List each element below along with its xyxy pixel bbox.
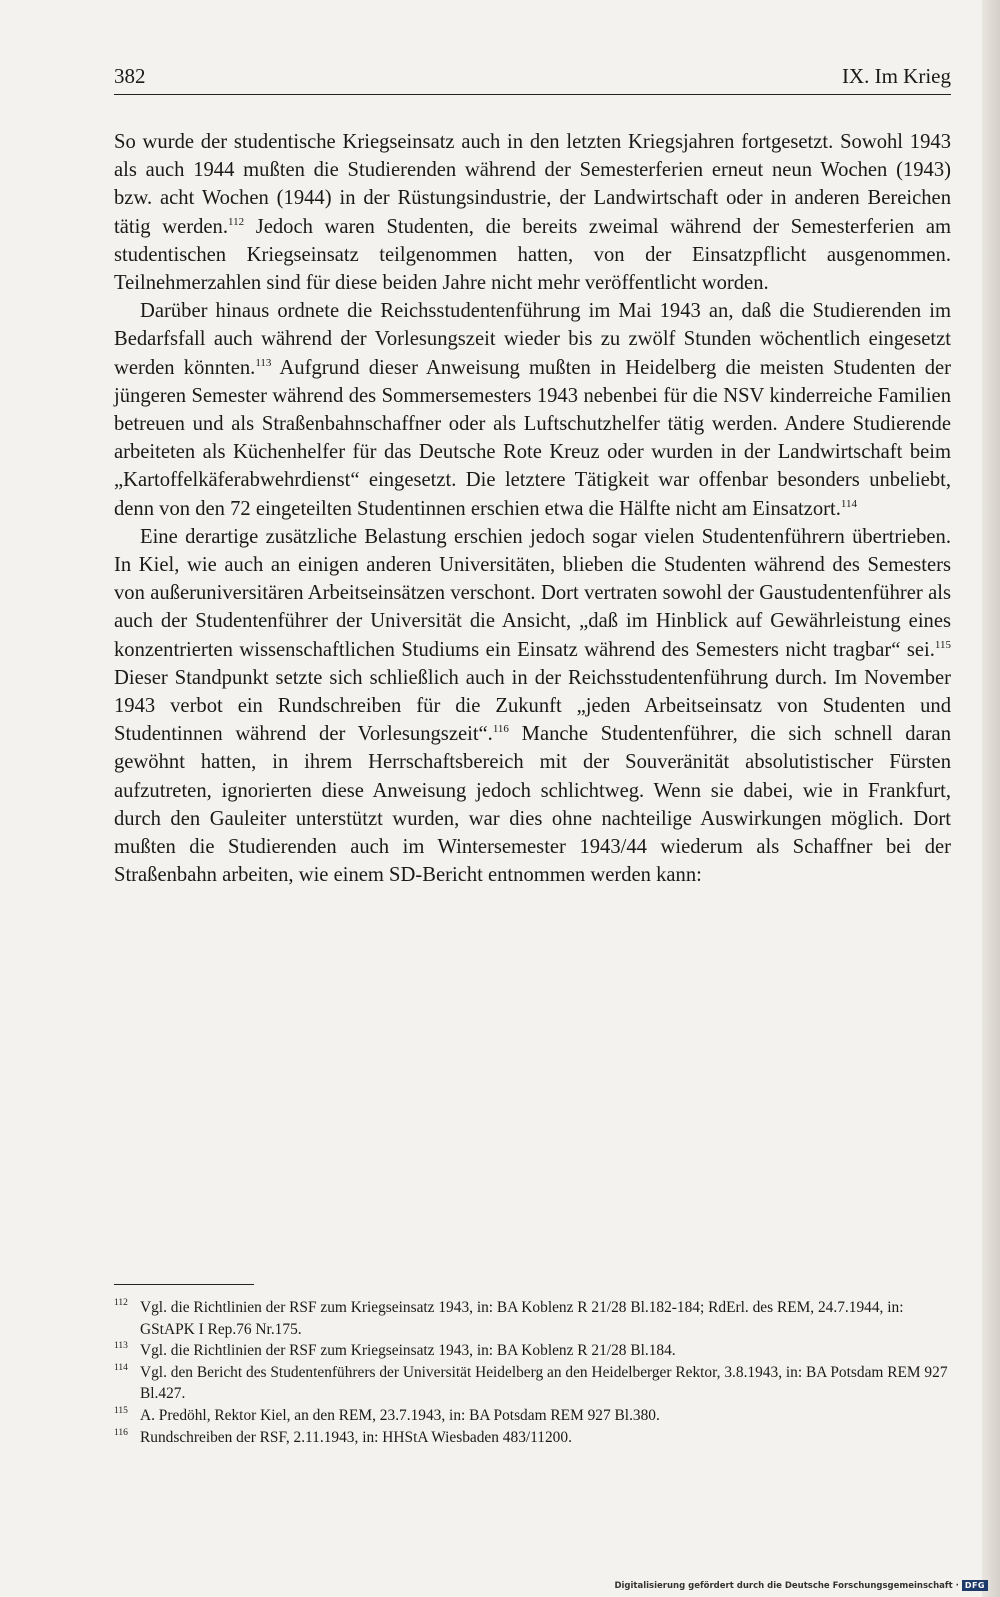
digitization-text: Digitalisierung gefördert durch die Deutsche Forschungsgemeinschaft · [614, 1580, 959, 1591]
footnote-text: A. Predöhl, Rektor Kiel, an den REM, 23.7.1943, in: BA Potsdam REM 927 Bl.380. [140, 1406, 660, 1424]
paragraph-1 [114, 128, 951, 297]
footnote-number: 112 [114, 1298, 128, 1308]
footnote-ref-115: 115 [934, 638, 951, 651]
paragraph-3 [114, 523, 951, 890]
footnote-number: 116 [114, 1427, 128, 1438]
body-text [114, 128, 951, 889]
footnote-text: Rundschreiben der RSF, 2.11.1943, in: HHStA Wiesbaden 483/11200. [140, 1428, 572, 1446]
digitization-note [614, 1580, 988, 1591]
footnote-113 [114, 1340, 951, 1362]
footnote-115 [114, 1405, 951, 1427]
page-header [114, 62, 951, 95]
dfg-logo-icon: DFG [962, 1580, 988, 1591]
page-edge [982, 0, 1000, 1597]
footnote-ref-114: 114 [840, 497, 857, 510]
footnote-116 [114, 1427, 951, 1449]
footnote-text: Vgl. die Richtlinien der RSF zum Kriegseinsatz 1943, in: BA Koblenz R 21/28 Bl.184. [140, 1342, 676, 1360]
footnote-text: Vgl. die Richtlinien der RSF zum Kriegseinsatz 1943, in: BA Koblenz R 21/28 Bl.182-184; RdErl. des REM, 24.7.1944, in: GStAPK I Rep.76 Nr.175. [140, 1299, 904, 1338]
page-number: 382 [114, 64, 146, 88]
footnote-number: 113 [114, 1341, 128, 1352]
paragraph-2 [114, 297, 951, 523]
footnote-ref-112: 112 [227, 215, 245, 228]
paragraph-text: Darüber hinaus ordnete die Reichsstudentenführung im Mai 1943 an, daß die Studierenden im Bedarfsfall auch während der Vorlesungszeit wieder bis zu zwölf Stunden wöchentlich eingesetzt werden könnten. [114, 300, 951, 379]
footnote-ref-116: 116 [492, 723, 509, 736]
footnotes [114, 1297, 951, 1448]
footnote-ref-113: 113 [255, 356, 272, 369]
paragraph-text: Dieser Standpunkt setzte sich schließlich auch in der Reichsstudentenführung durch. Im November 1943 verbot ein Rundschreiben für die Zukunft „jeden Arbeitseinsatz von Studenten und Studentinnen während der Vorlesungszeit“. [114, 666, 951, 746]
paragraph-text: Manche Studentenführer, die sich schnell daran gewöhnt hatten, in ihrem Herrschaftsbereich mit der Souveränität absolutistischer Fürsten aufzutreten, ignorierten diese Anweisung jedoch schlichtweg. Wenn sie dabei, wie in Frankfurt, durch den Gauleiter unterstützt wurden, war dies ohne nachteilige Auswirkungen möglich. Dort mußten die Studierenden auch im Wintersemester 1943/44 wiederum als Schaffner bei der Straßenbahn arbeiten, wie einem SD-Bericht entnommen werden kann: [114, 723, 951, 887]
footnote-112 [114, 1297, 951, 1340]
footnote-number: 115 [114, 1405, 128, 1416]
paragraph-text: So wurde der studentische Kriegseinsatz auch in den letzten Kriegsjahren fortgesetzt. Sowohl 1943 als auch 1944 mußten die Studierenden während der Semesterferien erneut neun Wochen (1943) bzw. acht Wochen (1944) in der Rüstungsindustrie, der Landwirtschaft oder in anderen Bereichen tätig werden. [114, 131, 951, 238]
footnote-divider [114, 1284, 254, 1285]
running-head: IX. Im Krieg [841, 64, 951, 88]
paragraph-text: Aufgrund dieser Anweisung mußten in Heidelberg die meisten Studenten der jüngeren Semester während des Sommersemesters 1943 nebenbei für die NSV kinderreiche Familien betreuen und als Straßenbahnschaffner oder als Luftschutzhelfer tätig werden. Andere Studierende arbeiteten als Küchenhelfer für das Deutsche Rote Kreuz oder wurden in der Landwirtschaft beim „Kartoffelkäferabwehrdienst“ eingesetzt. Die letztere Tätigkeit war offenbar besonders unbeliebt, denn von den 72 eingeteilten Studentinnen erschien etwa die Hälfte nicht am Einsatzort. [114, 356, 952, 520]
paragraph-text: Eine derartige zusätzliche Belastung erschien jedoch sogar vielen Studentenführern übertrieben. In Kiel, wie auch an einigen anderen Universitäten, blieben die Studenten während des Semesters von außeruniversitären Arbeitseinsätzen verschont. Dort vertraten sowohl der Gaustudentenführer als auch der Studentenführer der Universität die Ansicht, „daß im Hinblick auf Gewährleistung eines konzentrierten wissenschaftlichen Studiums ein Einsatz während des Semesters nicht tragbar“ sei. [114, 525, 951, 661]
footnote-text: Vgl. den Bericht des Studentenführers der Universität Heidelberg an den Heidelberger Rektor, 3.8.1943, in: BA Potsdam REM 927 Bl.427. [140, 1363, 948, 1403]
footnote-number: 114 [114, 1362, 128, 1373]
paragraph-text: Jedoch waren Studenten, die bereits zweimal während der Semesterferien am studentischen Kriegseinsatz teilgenommen hatten, von der Einsatzpflicht ausgenommen. Teilnehmerzahlen sind für diese beiden Jahre nicht mehr veröffentlicht worden. [114, 215, 951, 295]
footnote-114 [114, 1362, 951, 1405]
